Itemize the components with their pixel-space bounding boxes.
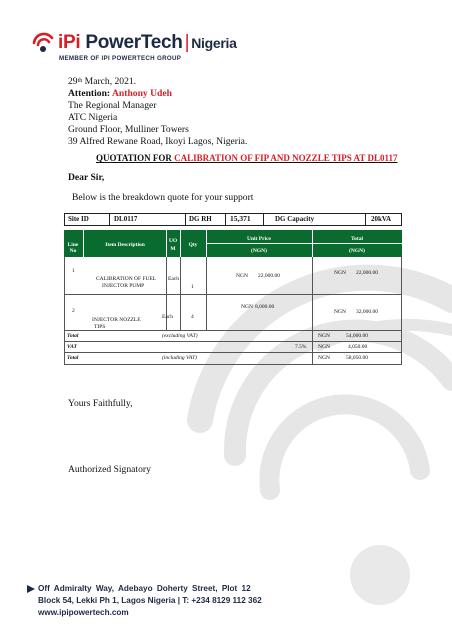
row-1-line: 1 xyxy=(72,268,75,274)
col-item-description: Item Description xyxy=(105,242,145,248)
address-line-2: ATC Nigeria xyxy=(68,112,118,123)
footer-address-1: Off Admiralty Way, Adebayo Doherty Street, Plot 12 xyxy=(38,584,251,593)
col-unit-price: Unit Price xyxy=(247,236,271,242)
row-1-unit-price: 22,000.00 xyxy=(258,273,280,279)
dg-rh-label: DG RH xyxy=(189,215,212,223)
col-uom-1: UO xyxy=(168,238,178,244)
address-line-4: 39 Alfred Rewane Road, Ikoyi Lagos, Nigeria. xyxy=(68,136,248,147)
brand-powertech: PowerTech xyxy=(85,32,183,53)
row-2-desc-1: INJECTOR NOZZLE xyxy=(92,317,141,323)
col-total-ccy: (NGN) xyxy=(349,248,365,254)
row-1-uom: Each xyxy=(168,276,179,282)
brand-ipi: iPi xyxy=(58,32,81,53)
summary-2-label: VAT xyxy=(67,344,77,350)
row-1-total-ccy: NGN xyxy=(334,270,346,276)
signatory: Authorized Signatory xyxy=(68,464,151,475)
dg-rh-value: 15,371 xyxy=(230,214,251,223)
summary-3-ccy: NGN xyxy=(318,355,330,361)
signal-logo-icon xyxy=(30,30,56,56)
company-logo xyxy=(30,28,240,68)
summary-2-rate: 7.5% xyxy=(295,344,307,350)
col-unit-price-ccy: (NGN) xyxy=(251,248,267,254)
attention-name: Anthony Udeh xyxy=(111,88,172,99)
summary-1-label: Total xyxy=(67,333,79,339)
brand-name: iPi PowerTech | Nigeria xyxy=(58,32,237,53)
site-info-row xyxy=(64,213,402,226)
footer-address-2: Block 54, Lekki Ph 1, Lagos Nigeria | T: +234 8129 112 362 xyxy=(38,596,262,605)
brand-region: Nigeria xyxy=(191,35,237,51)
dg-capacity-value: 20kVA xyxy=(371,215,392,223)
summary-2-amount: 4,050.00 xyxy=(348,344,368,350)
salutation: Dear Sir, xyxy=(68,172,105,183)
intro-text: Below is the breakdown quote for your support xyxy=(72,192,254,203)
col-uom-2: M xyxy=(170,246,176,252)
row-1-unit-ccy: NGN xyxy=(236,273,248,279)
row-2-uom: Each xyxy=(162,314,173,320)
row-1-total: 22,000.00 xyxy=(356,270,378,276)
dg-capacity-label: DG Capacity xyxy=(275,215,315,223)
brand-tagline: MEMBER OF IPI POWERTECH GROUP xyxy=(59,55,182,62)
row-2-total: 32,000.00 xyxy=(356,309,378,315)
watermark-dot xyxy=(350,545,410,605)
summary-3-amount: 58,050.00 xyxy=(346,355,368,361)
row-2-line: 2 xyxy=(72,308,75,314)
quote-table xyxy=(64,230,402,365)
address-line-3: Ground Floor, Mulliner Towers xyxy=(68,124,189,135)
col-line-no: Line No xyxy=(67,242,79,254)
footer-website[interactable]: www.ipipowertech.com xyxy=(38,608,129,617)
col-qty: Qty xyxy=(188,242,198,248)
row-1-desc-1: CALIBRATION OF FUEL xyxy=(96,276,157,282)
row-2-total-ccy: NGN xyxy=(334,309,346,315)
row-2-unit-ccy: NGN xyxy=(241,304,253,310)
site-id-label: Site ID xyxy=(68,215,89,223)
attention-line: Attention: Anthony Udeh xyxy=(68,88,172,99)
summary-1-amount: 54,000.00 xyxy=(346,333,368,339)
summary-3-label: Total xyxy=(67,355,79,361)
summary-1-note: (excluding VAT) xyxy=(162,333,198,339)
quotation-subject: QUOTATION FOR CALIBRATION OF FIP AND NOZZLE TIPS AT DL0117 xyxy=(96,153,398,163)
row-2-unit-price: 8,000.00 xyxy=(255,304,275,310)
closing: Yours Faithfully, xyxy=(68,398,133,409)
col-total: Total xyxy=(350,236,364,242)
summary-2-ccy: NGN xyxy=(318,344,330,350)
site-id-value: DL0117 xyxy=(114,215,138,223)
summary-1-ccy: NGN xyxy=(318,333,330,339)
location-arrow-icon xyxy=(26,584,36,594)
row-2-qty: 4 xyxy=(191,314,194,320)
summary-3-note: (including VAT) xyxy=(162,355,197,361)
table-header xyxy=(64,230,402,257)
letter-date: 29th March, 2021. xyxy=(68,76,137,87)
address-line-1: The Regional Manager xyxy=(68,100,157,111)
row-1-qty: 1 xyxy=(191,284,194,290)
row-1-desc-2: INJECTOR PUMP xyxy=(102,283,145,289)
row-2-desc-2: TIPS xyxy=(94,324,106,330)
